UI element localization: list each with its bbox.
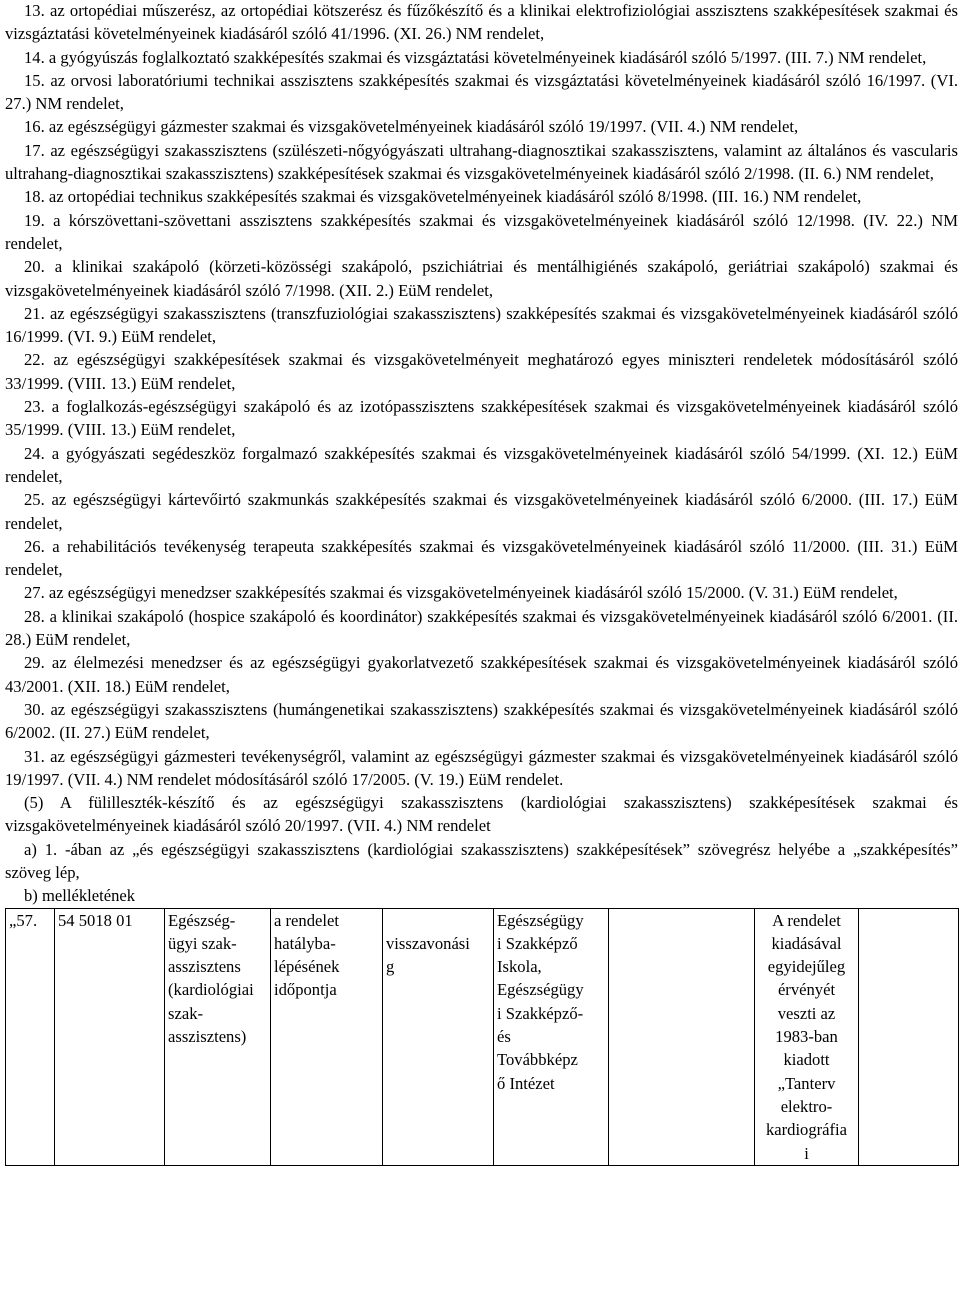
table-row bbox=[6, 908, 959, 1165]
table-cell-empty bbox=[609, 908, 755, 1165]
paragraph-27: 27. az egészségügyi menedzser szakképesítés szakmai és vizsgakövetelményeinek kiadásáról szóló 15/2000. (V. 31.) EüM rendelet, bbox=[24, 583, 898, 603]
table-cell-number: „57. bbox=[6, 908, 55, 1165]
table-cell-notes: A rendelet kiadásával egyidejűleg érvényét veszti az 1983-ban kiadott „Tanterv elektro- kardiográfia i bbox=[755, 908, 859, 1165]
section-5-heading: (5) A fülilleszték-készítő és az egészségügyi szakasszisztens (kardiológiai szakasszisztens) szakképesítések szakmai és vizsgakövetelményeinek kiadásáról szóló 20/1997. (VII. 4.) NM rendelet bbox=[5, 793, 958, 836]
paragraph-13: 13. az ortopédiai műszerész, az ortopédiai kötszerész és fűzőkészítő és a klinikai elektrofiziológiai asszisztens szakképesítések szakmai és vizsgáztatási követelményeinek kiadásáról szóló 41/1996. (XI. 26.) NM rendelet, bbox=[5, 1, 958, 44]
table-cell-institution: Egészségügy i Szakképző Iskola, Egészségügy i Szakképző- és Továbbképz ő Intézet bbox=[494, 908, 609, 1165]
paragraph-17: 17. az egészségügyi szakasszisztens (szülészeti-nőgyógyászati ultrahang-diagnosztikai szakasszisztens, valamint az általános és vascularis ultrahang-diagnosztikai szakasszisztens) szakképesítések szakmai és vizsgakövetelményeinek kiadásáról szóló 2/1998. (II. 6.) NM rendelet, bbox=[5, 140, 958, 184]
paragraph-28: 28. a klinikai szakápoló (hospice szakápoló és koordinátor) szakképesítés szakmai és vizsgakövetelményeinek kiadásáról szóló 6/2001. (II. 28.) EüM rendelet, bbox=[5, 606, 958, 650]
table-cell-code: 54 5018 01 bbox=[55, 908, 165, 1165]
point-b: b) mellékletének bbox=[24, 886, 136, 906]
paragraph-31: 31. az egészségügyi gázmesteri tevékenységről, valamint az egészségügyi gázmester szakmai és vizsgakövetelményeinek kiadásáról szóló 19/1997. (VII. 4.) NM rendelet módosításáról szóló 17/2005. (V. 19.) EüM rendelet. bbox=[5, 746, 958, 789]
paragraph-25: 25. az egészségügyi kártevőirtó szakmunkás szakképesítés szakmai és vizsgakövetelményeinek kiadásáról szóló 6/2000. (III. 17.) EüM rendelet, bbox=[5, 490, 958, 533]
paragraph-14: 14. a gyógyúszás foglalkoztató szakképesítés szakmai és vizsgáztatási követelményeinek kiadásáról szóló 5/1997. (III. 7.) NM rendelet, bbox=[24, 47, 927, 67]
table-cell-last bbox=[859, 908, 959, 1165]
paragraph-24: 24. a gyógyászati segédeszköz forgalmazó szakképesítés szakmai és vizsgakövetelményeinek kiadásáról szóló 54/1999. (XI. 12.) EüM rendelet, bbox=[5, 443, 958, 486]
paragraph-15: 15. az orvosi laboratóriumi technikai asszisztens szakképesítés szakmai és vizsgáztatási követelményeinek kiadásáról szóló 16/1997. (VI. 27.) NM rendelet, bbox=[5, 70, 958, 114]
paragraph-23: 23. a foglalkozás-egészségügyi szakápoló és az izotópasszisztens szakképesítések szakmai és vizsgakövetelményeinek kiadásáról szóló 35/1999. (VIII. 13.) EüM rendelet, bbox=[5, 397, 958, 440]
paragraph-19: 19. a kórszövettani-szövettani asszisztens szakképesítés szakmai és vizsgakövetelményeinek kiadásáról szóló 12/1998. (IV. 22.) NM rendelet, bbox=[5, 210, 958, 253]
paragraph-30: 30. az egészségügyi szakasszisztens (humángenetikai szakasszisztens) szakképesítés szakmai és vizsgakövetelményeinek kiadásáról szóló 6/2002. (II. 27.) EüM rendelet, bbox=[5, 699, 958, 743]
paragraph-29: 29. az élelmezési menedzser és az egészségügyi gyakorlatvezető szakképesítések szakmai és vizsgakövetelményeinek kiadásáról szóló 43/2001. (XII. 18.) EüM rendelet, bbox=[5, 653, 958, 696]
table-cell-revocation: visszavonási g bbox=[383, 908, 494, 1165]
paragraph-18: 18. az ortopédiai technikus szakképesítés szakmai és vizsgakövetelményeinek kiadásáról szóló 8/1998. (III. 16.) NM rendelet, bbox=[24, 187, 862, 207]
paragraph-21: 21. az egészségügyi szakasszisztens (transzfuziológiai szakasszisztens) szakképesítés szakmai és vizsgakövetelményeinek kiadásáról szóló 16/1999. (VI. 9.) EüM rendelet, bbox=[5, 303, 958, 347]
paragraph-20: 20. a klinikai szakápoló (körzeti-közösségi szakápoló, pszichiátriai és mentálhigiénés szakápoló, geriátriai szakápoló) szakmai és vizsgakövetelményeinek kiadásáról szóló 7/1998. (XII. 2.) EüM rendelet, bbox=[5, 257, 958, 300]
point-a: a) 1. -ában az „és egészségügyi szakasszisztens (kardiológiai szakasszisztens) szakképesítések” szövegrész helyébe a „szakképesítés” szöveg lép, bbox=[5, 839, 958, 882]
paragraph-26: 26. a rehabilitációs tevékenység terapeuta szakképesítés szakmai és vizsgakövetelményeinek kiadásáról szóló 11/2000. (III. 31.) EüM rendelet, bbox=[5, 536, 958, 580]
table-cell-qualification: Egészség- ügyi szak- asszisztens (kardiológiai szak- asszisztens) bbox=[165, 908, 271, 1165]
annex-table bbox=[5, 908, 959, 1166]
document-body bbox=[5, 0, 958, 1166]
paragraph-22: 22. az egészségügyi szakképesítések szakmai és vizsgakövetelményeit meghatározó egyes miniszteri rendeletek módosításáról szóló 33/1999. (VIII. 13.) EüM rendelet, bbox=[5, 350, 958, 393]
paragraph-16: 16. az egészségügyi gázmester szakmai és vizsgakövetelményeinek kiadásáról szóló 19/1997. (VII. 4.) NM rendelet, bbox=[24, 117, 799, 137]
table-cell-effective-date: a rendelet hatályba- lépésének időpontja bbox=[271, 908, 383, 1165]
